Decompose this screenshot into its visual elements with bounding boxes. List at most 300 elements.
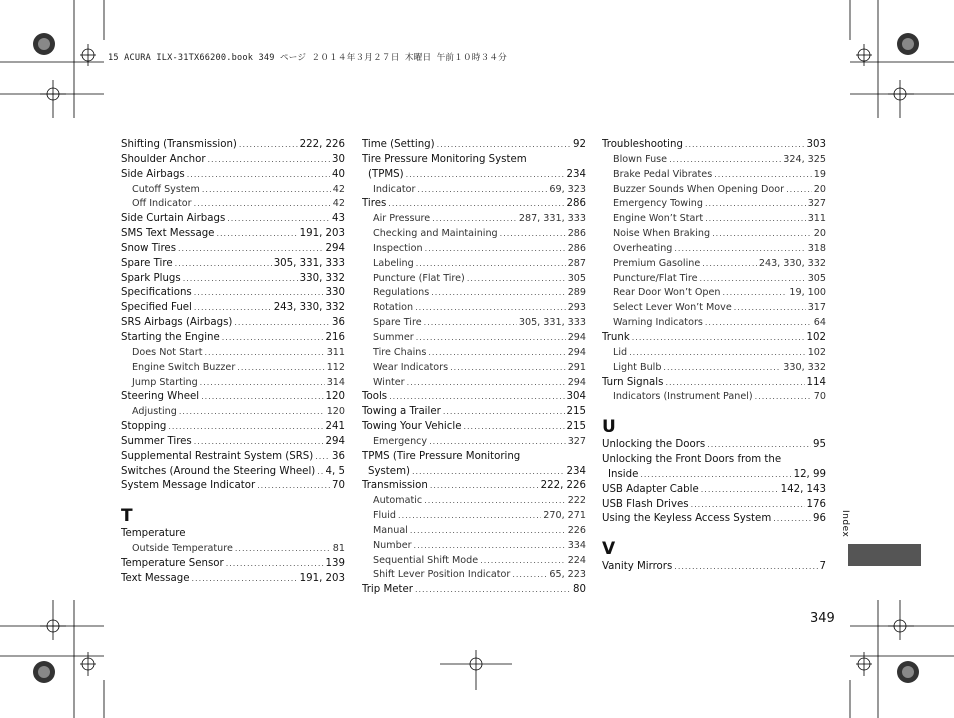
index-subentry[interactable]	[121, 405, 345, 420]
index-subentry[interactable]	[602, 390, 826, 405]
entry-term: Regulations	[373, 287, 430, 299]
entry-term: Steering Wheel	[121, 391, 200, 403]
dot-leader	[187, 168, 330, 183]
dot-leader	[705, 212, 806, 227]
index-subentry[interactable]	[362, 227, 586, 242]
index-entry[interactable]	[362, 138, 586, 153]
entry-pages: 226	[567, 524, 586, 536]
entry-pages: 293	[567, 302, 586, 314]
index-subentry[interactable]	[362, 494, 586, 509]
entry-pages: 222	[567, 495, 586, 507]
index-entry[interactable]	[121, 212, 345, 227]
entry-pages: 224	[567, 554, 586, 566]
entry-term: Vanity Mirrors	[602, 561, 673, 573]
entry-pages: 303	[806, 139, 826, 150]
index-subentry[interactable]	[362, 509, 586, 524]
entry-term: Side Curtain Airbags	[121, 213, 226, 225]
index-entry[interactable]	[121, 242, 345, 257]
entry-pages: 114	[806, 376, 826, 388]
index-subentry[interactable]	[602, 212, 826, 227]
dot-leader	[700, 272, 806, 287]
index-subentry[interactable]	[121, 542, 345, 557]
dot-leader	[707, 438, 811, 453]
dot-leader	[663, 361, 781, 376]
index-entry[interactable]	[121, 138, 345, 153]
index-entry[interactable]	[121, 301, 345, 316]
entry-pages: 305	[567, 272, 586, 284]
entry-pages: 4, 5	[325, 465, 345, 477]
entry-pages: 191, 203	[299, 228, 345, 240]
entry-term: Transmission	[362, 480, 428, 492]
dot-leader	[237, 361, 324, 376]
dot-leader	[705, 316, 812, 331]
index-entry[interactable]	[362, 479, 586, 494]
entry-pages: 318	[807, 242, 826, 254]
entry-pages: 191, 203	[299, 572, 345, 584]
entry-pages: 241	[325, 421, 345, 433]
dot-leader	[226, 557, 324, 572]
index-entry[interactable]	[121, 227, 345, 242]
entry-pages: 42	[332, 183, 345, 195]
dot-leader	[194, 435, 324, 450]
dot-leader	[192, 572, 298, 587]
index-subentry[interactable]	[362, 435, 586, 450]
dot-leader	[406, 168, 565, 183]
entry-term: Tools	[362, 391, 388, 403]
entry-pages: 36	[332, 450, 345, 462]
dot-leader	[168, 420, 323, 435]
book-header: 15 ACURA ILX-31TX66200.book 349 ページ ２０１４年３月２７日 木曜日 午前１０時３４分	[108, 53, 507, 63]
index-letter-heading: V	[602, 539, 616, 560]
dot-leader	[674, 560, 817, 575]
entry-term: Tires	[362, 198, 387, 210]
entry-term: Unlocking the Front Doors from the	[602, 454, 782, 466]
entry-term: Spark Plugs	[121, 272, 181, 284]
entry-term: Spare Tire	[121, 257, 173, 269]
entry-term: Specified Fuel	[121, 302, 192, 314]
entry-term: Snow Tires	[121, 242, 177, 254]
index-entry[interactable]	[121, 450, 345, 465]
dot-leader	[701, 483, 779, 498]
dot-leader	[723, 286, 788, 301]
entry-pages: 330	[325, 287, 345, 299]
entry-term: Indicator	[373, 183, 416, 195]
entry-pages: 294	[567, 376, 586, 388]
index-subentry[interactable]	[362, 554, 586, 569]
index-subentry[interactable]	[362, 524, 586, 539]
dot-leader	[424, 494, 565, 509]
entry-pages: 305, 331, 333	[273, 257, 345, 269]
index-column-1	[121, 138, 345, 587]
dot-leader	[317, 465, 323, 480]
entry-pages: 234	[566, 168, 586, 180]
index-entry[interactable]	[121, 168, 345, 183]
entry-term: Engine Switch Buzzer	[132, 361, 236, 373]
entry-pages: 92	[573, 139, 586, 150]
index-subentry[interactable]	[362, 301, 586, 316]
dot-leader	[235, 542, 331, 557]
entry-term: Air Pressure	[373, 213, 431, 225]
index-subentry[interactable]	[602, 272, 826, 287]
dot-leader	[702, 257, 757, 272]
entry-term: Manual	[373, 524, 408, 536]
index-column-3	[602, 138, 826, 575]
entry-term: Emergency Towing	[613, 198, 703, 210]
entry-term: Inspection	[373, 242, 423, 254]
dot-leader	[629, 346, 806, 361]
entry-term: Labeling	[373, 257, 414, 269]
dot-leader	[463, 420, 564, 435]
index-entry[interactable]	[362, 465, 586, 480]
entry-pages: 291	[567, 361, 586, 373]
entry-term: Select Lever Won’t Move	[613, 302, 732, 314]
entry-term: TPMS (Tire Pressure Monitoring	[362, 450, 521, 462]
dot-leader	[315, 450, 330, 465]
entry-term: Turn Signals	[602, 376, 664, 388]
index-entry[interactable]	[121, 557, 345, 572]
index-entry[interactable]	[121, 257, 345, 272]
index-entry[interactable]	[121, 390, 345, 405]
index-entry[interactable]	[602, 498, 826, 513]
index-subentry[interactable]	[602, 316, 826, 331]
index-subentry[interactable]	[362, 331, 586, 346]
index-subentry[interactable]	[362, 183, 586, 198]
entry-term: Noise When Braking	[613, 228, 711, 240]
index-entry[interactable]	[121, 465, 345, 480]
entry-term: Shifting (Transmission)	[121, 139, 237, 150]
dot-leader	[194, 286, 324, 301]
entry-term: Shoulder Anchor	[121, 153, 206, 165]
dot-leader	[674, 242, 805, 257]
entry-term: Summer	[373, 331, 414, 343]
entry-pages: 120	[325, 391, 345, 403]
dot-leader	[425, 242, 566, 257]
entry-term: Buzzer Sounds When Opening Door	[613, 183, 785, 195]
entry-term: Winter	[373, 376, 405, 388]
entry-term: Number	[373, 539, 412, 551]
index-entry[interactable]	[602, 468, 826, 483]
entry-term: Unlocking the Doors	[602, 439, 706, 451]
entry-pages: 304	[566, 391, 586, 403]
index-entry[interactable]	[602, 138, 826, 153]
dot-leader	[415, 301, 566, 316]
entry-pages: 40	[332, 168, 345, 180]
entry-term: Off Indicator	[132, 198, 192, 210]
index-letter-heading: U	[602, 417, 616, 438]
dot-leader	[685, 138, 805, 153]
dot-leader	[414, 539, 566, 554]
entry-term: USB Adapter Cable	[602, 483, 699, 495]
index-subentry[interactable]	[362, 272, 586, 287]
dot-leader	[389, 390, 564, 405]
entry-pages: 311	[807, 213, 826, 225]
entry-pages: 327	[807, 198, 826, 210]
entry-pages: 65, 223	[549, 569, 586, 581]
entry-term: Trunk	[602, 331, 630, 343]
entry-pages: 80	[573, 584, 586, 596]
dot-leader	[417, 183, 547, 198]
index-entry[interactable]	[602, 376, 826, 391]
index-subentry[interactable]	[362, 212, 586, 227]
index-entry[interactable]	[121, 435, 345, 450]
entry-pages: 305	[807, 272, 826, 284]
index-entry[interactable]	[602, 560, 826, 575]
entry-pages: 215	[566, 421, 586, 433]
index-subentry[interactable]	[362, 242, 586, 257]
entry-pages: 102	[806, 331, 826, 343]
dot-leader	[734, 301, 806, 316]
dot-leader	[632, 331, 805, 346]
entry-pages: 139	[325, 557, 345, 569]
dot-leader	[429, 435, 566, 450]
entry-term: Outside Temperature	[132, 543, 233, 555]
index-entry[interactable]	[121, 527, 345, 542]
entry-pages: 294	[325, 242, 345, 254]
entry-pages: 215	[566, 406, 586, 418]
entry-pages: 294	[567, 331, 586, 343]
dot-leader	[200, 376, 325, 391]
entry-term: Time (Setting)	[362, 139, 435, 150]
dot-leader	[773, 512, 811, 527]
entry-pages: 334	[567, 539, 586, 551]
entry-pages: 70	[332, 480, 345, 492]
index-letter-heading: T	[121, 506, 133, 527]
index-entry[interactable]	[602, 453, 826, 468]
index-subentry[interactable]	[602, 183, 826, 198]
entry-pages: 311	[326, 346, 345, 358]
dot-leader	[430, 479, 539, 494]
dot-leader	[714, 168, 812, 183]
entry-term: Cutoff System	[132, 183, 200, 195]
dot-leader	[416, 257, 566, 272]
entry-term: Switches (Around the Steering Wheel)	[121, 465, 316, 477]
index-subentry[interactable]	[602, 153, 826, 168]
page-number: 349	[810, 611, 835, 626]
dot-leader	[450, 361, 566, 376]
entry-pages: 287, 331, 333	[518, 213, 586, 225]
index-entry[interactable]	[121, 331, 345, 346]
dot-leader	[194, 197, 331, 212]
index-entry[interactable]	[121, 420, 345, 435]
dot-leader	[424, 316, 517, 331]
entry-pages: 294	[567, 346, 586, 358]
index-subentry[interactable]	[362, 539, 586, 554]
index-subentry[interactable]	[602, 346, 826, 361]
entry-term: Using the Keyless Access System	[602, 513, 772, 525]
index-subentry[interactable]	[602, 197, 826, 212]
entry-pages: 7	[819, 561, 826, 573]
entry-pages: 287	[567, 257, 586, 269]
entry-term: Adjusting	[132, 406, 177, 418]
entry-pages: 120	[326, 406, 345, 418]
entry-term: Troubleshooting	[602, 139, 683, 150]
index-subentry[interactable]	[602, 361, 826, 376]
index-subentry[interactable]	[121, 197, 345, 212]
index-subentry[interactable]	[121, 346, 345, 361]
entry-term: Indicators (Instrument Panel)	[613, 391, 753, 403]
dot-leader	[239, 138, 298, 153]
entry-term: Tire Pressure Monitoring System	[362, 153, 527, 165]
index-entry[interactable]	[121, 572, 345, 587]
entry-pages: 42	[332, 198, 345, 210]
entry-pages: 243, 330, 332	[273, 302, 345, 314]
entry-pages: 234	[566, 465, 586, 477]
entry-pages: 12, 99	[793, 468, 826, 480]
dot-leader	[201, 390, 323, 405]
index-subentry[interactable]	[602, 257, 826, 272]
entry-pages: 286	[567, 228, 586, 240]
entry-term: Towing a Trailer	[362, 406, 441, 418]
entry-term: Specifications	[121, 287, 192, 299]
entry-pages: 222, 226	[299, 139, 345, 150]
dot-leader	[443, 405, 565, 420]
entry-term: Summer Tires	[121, 435, 192, 447]
entry-term: System Message Indicator	[121, 480, 256, 492]
index-column-2	[362, 138, 586, 598]
entry-term: Blown Fuse	[613, 153, 668, 165]
dot-leader	[216, 227, 297, 242]
index-subentry[interactable]	[121, 376, 345, 391]
entry-term: Sequential Shift Mode	[373, 554, 479, 566]
index-entry[interactable]	[362, 197, 586, 212]
dot-leader	[227, 212, 330, 227]
entry-pages: 20	[813, 183, 826, 195]
entry-term: Tire Chains	[373, 346, 427, 358]
dot-leader	[755, 390, 812, 405]
entry-term: Lid	[613, 346, 628, 358]
index-subentry[interactable]	[362, 361, 586, 376]
entry-pages: 19	[813, 168, 826, 180]
entry-pages: 64	[813, 317, 826, 329]
entry-term: Overheating	[613, 242, 673, 254]
entry-term: Engine Won’t Start	[613, 213, 704, 225]
dot-leader	[416, 331, 566, 346]
dot-leader	[432, 212, 517, 227]
index-entry[interactable]	[362, 405, 586, 420]
index-entry[interactable]	[362, 420, 586, 435]
entry-pages: 270, 271	[543, 510, 586, 522]
dot-leader	[398, 509, 541, 524]
entry-pages: 30	[332, 153, 345, 165]
index-tab[interactable]	[848, 544, 921, 566]
entry-pages: 305, 331, 333	[518, 317, 586, 329]
dot-leader	[665, 376, 804, 391]
entry-term: USB Flash Drives	[602, 498, 689, 510]
entry-pages: 317	[807, 302, 826, 314]
entry-term: (TPMS)	[368, 168, 404, 180]
entry-term: Rear Door Won’t Open	[613, 287, 721, 299]
dot-leader	[202, 183, 331, 198]
entry-pages: 327	[567, 435, 586, 447]
dot-leader	[431, 286, 565, 301]
dot-leader	[437, 138, 571, 153]
entry-pages: 286	[566, 198, 586, 210]
dot-leader	[183, 272, 298, 287]
index-entry[interactable]	[362, 153, 586, 168]
index-entry[interactable]	[602, 512, 826, 527]
index-subentry[interactable]	[602, 301, 826, 316]
entry-pages: 294	[325, 435, 345, 447]
entry-term: Spare Tire	[373, 317, 422, 329]
entry-pages: 222, 226	[540, 480, 586, 492]
index-subentry[interactable]	[362, 316, 586, 331]
index-subentry[interactable]	[121, 183, 345, 198]
index-entry[interactable]	[602, 438, 826, 453]
index-subentry[interactable]	[362, 376, 586, 391]
index-entry[interactable]	[602, 331, 826, 346]
index-entry[interactable]	[121, 286, 345, 301]
index-subentry[interactable]	[602, 286, 826, 301]
entry-term: Does Not Start	[132, 346, 203, 358]
entry-term: Text Message	[121, 572, 190, 584]
index-subentry[interactable]	[602, 242, 826, 257]
entry-pages: 70	[813, 391, 826, 403]
index-entry[interactable]	[362, 168, 586, 183]
index-entry[interactable]	[121, 153, 345, 168]
dot-leader	[512, 568, 547, 583]
index-subentry[interactable]	[362, 257, 586, 272]
dot-leader	[208, 153, 331, 168]
entry-pages: 286	[567, 242, 586, 254]
index-entry[interactable]	[121, 272, 345, 287]
entry-term: Inside	[608, 468, 639, 480]
entry-pages: 19, 100	[789, 287, 826, 299]
entry-term: SRS Airbags (Airbags)	[121, 317, 233, 329]
entry-term: Brake Pedal Vibrates	[613, 168, 713, 180]
entry-term: Puncture (Flat Tire)	[373, 272, 465, 284]
dot-leader	[388, 197, 564, 212]
index-entry[interactable]	[121, 316, 345, 331]
entry-term: Shift Lever Position Indicator	[373, 569, 511, 581]
dot-leader	[410, 524, 566, 539]
index-entry[interactable]	[121, 479, 345, 494]
index-entry[interactable]	[362, 450, 586, 465]
entry-term: System)	[368, 465, 410, 477]
entry-term: Towing Your Vehicle	[362, 421, 462, 433]
index-subentry[interactable]	[121, 361, 345, 376]
index-entry[interactable]	[362, 583, 586, 598]
index-entry[interactable]	[602, 483, 826, 498]
entry-term: Wear Indicators	[373, 361, 449, 373]
entry-term: Temperature Sensor	[121, 557, 224, 569]
dot-leader	[257, 479, 330, 494]
index-subentry[interactable]	[602, 168, 826, 183]
entry-pages: 81	[332, 543, 345, 555]
entry-pages: 216	[325, 331, 345, 343]
index-subentry[interactable]	[362, 286, 586, 301]
entry-pages: 20	[813, 228, 826, 240]
entry-pages: 330, 332	[783, 361, 826, 373]
index-entry[interactable]	[362, 390, 586, 405]
index-tab-label: Index	[840, 510, 850, 538]
dot-leader	[175, 257, 272, 272]
entry-pages: 142, 143	[780, 483, 826, 495]
dot-leader	[234, 316, 330, 331]
entry-pages: 243, 330, 332	[758, 257, 826, 269]
index-subentry[interactable]	[362, 568, 586, 583]
entry-term: Fluid	[373, 510, 397, 522]
index-subentry[interactable]	[602, 227, 826, 242]
dot-leader	[500, 227, 566, 242]
dot-leader	[669, 153, 781, 168]
entry-pages: 330, 332	[299, 272, 345, 284]
index-subentry[interactable]	[362, 346, 586, 361]
entry-pages: 314	[326, 376, 345, 388]
dot-leader	[467, 272, 566, 287]
entry-term: Starting the Engine	[121, 331, 220, 343]
entry-pages: 95	[813, 439, 826, 451]
dot-leader	[428, 346, 565, 361]
